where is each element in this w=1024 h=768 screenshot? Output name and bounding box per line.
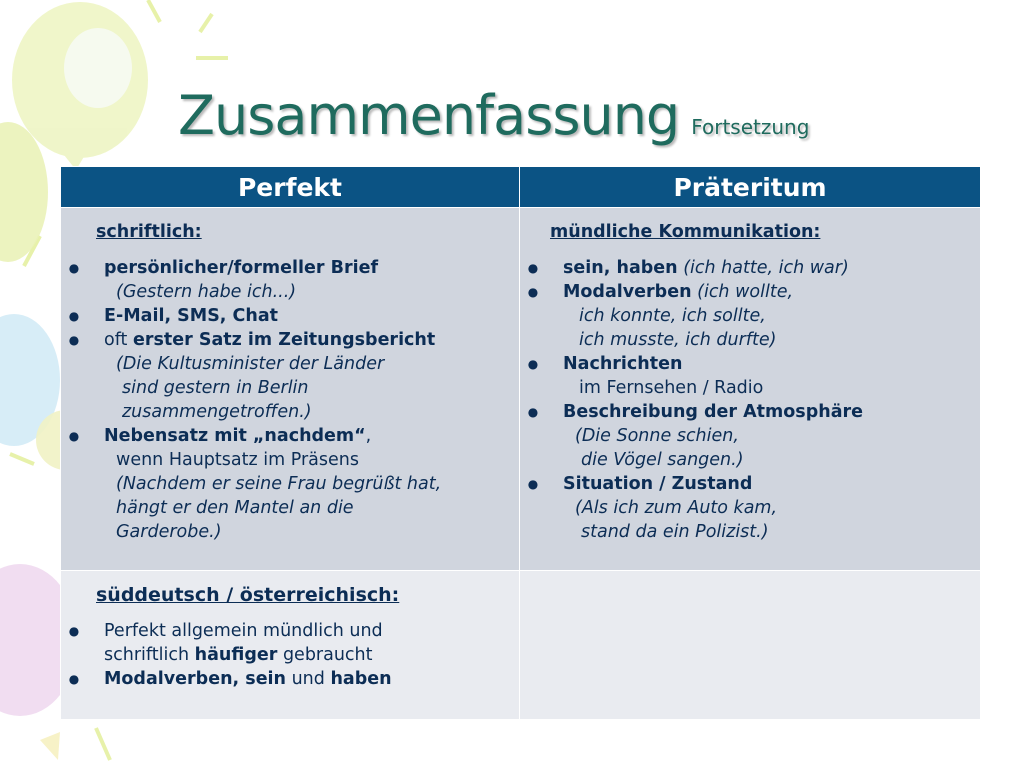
perfekt-written-cell — [61, 208, 520, 571]
list-item — [520, 256, 980, 280]
list-item — [61, 424, 519, 544]
page-title — [178, 84, 809, 147]
item-line: wenn Hauptsatz im Präsens — [116, 450, 359, 470]
item-text: Situation / Zustand — [563, 474, 753, 494]
bullet-icon: ● — [527, 285, 539, 299]
item-example: Garderobe.) — [116, 522, 222, 542]
item-example: (Nachdem er seine Frau begrüßt hat, — [116, 474, 442, 494]
item-text: Beschreibung der Atmosphäre — [563, 402, 864, 422]
item-example: (ich hatte, ich war) — [683, 258, 849, 278]
item-example: ich konnte, ich sollte, — [579, 306, 766, 326]
list-item — [520, 400, 980, 472]
item-example: zusammengetroffen.) — [122, 402, 312, 422]
item-emphasis: Modalverben, sein — [104, 669, 287, 689]
list-item — [61, 667, 519, 691]
item-example: die Vögel sangen.) — [581, 450, 744, 470]
table-row — [61, 571, 981, 720]
header-row — [61, 167, 981, 208]
item-example: ich musste, ich durfte) — [579, 330, 777, 350]
list-item — [61, 328, 519, 424]
item-example: (Die Kultusminister der Länder — [116, 354, 385, 374]
column-header-perfekt: Perfekt — [61, 167, 520, 208]
item-example: (ich wollte, — [697, 282, 794, 302]
empty-cell — [520, 571, 981, 720]
bullet-icon: ● — [68, 333, 80, 347]
item-text: E-Mail, SMS, Chat — [104, 306, 279, 326]
bullet-icon: ● — [68, 429, 80, 443]
bullet-icon: ● — [527, 477, 539, 491]
bullet-icon: ● — [68, 624, 80, 638]
comparison-table — [60, 166, 981, 720]
bullet-icon: ● — [68, 261, 80, 275]
bullet-icon: ● — [68, 672, 80, 686]
item-text: Modalverben — [563, 282, 692, 302]
bullet-icon: ● — [527, 357, 539, 371]
cell-heading: mündliche Kommunikation: — [550, 222, 821, 242]
perfekt-regional-cell — [61, 571, 520, 720]
item-example: (Gestern habe ich...) — [116, 282, 297, 302]
item-text: persönlicher/formeller Brief — [104, 258, 379, 278]
list-item — [61, 256, 519, 304]
item-text: erster Satz im Zeitungsbericht — [133, 330, 436, 350]
bullet-icon: ● — [527, 405, 539, 419]
item-text: Nebensatz mit „nachdem“ — [104, 426, 366, 446]
praeteritum-oral-cell — [520, 208, 981, 571]
column-header-praeteritum: Präteritum — [520, 167, 981, 208]
list-item — [61, 304, 519, 328]
item-comma: , — [365, 426, 372, 446]
title-main: Zusammenfassung — [178, 84, 680, 147]
list-item — [61, 619, 519, 667]
cell-heading: schriftlich: — [96, 222, 202, 242]
item-text: gebraucht — [282, 645, 373, 665]
list-item — [520, 280, 980, 352]
item-text: Nachrichten — [563, 354, 683, 374]
bullet-list — [520, 256, 980, 544]
list-item — [520, 352, 980, 400]
bullet-list — [61, 619, 519, 691]
table-row — [61, 208, 981, 571]
cell-heading: süddeutsch / österreichisch: — [96, 584, 400, 606]
item-emphasis: häufiger — [194, 645, 278, 665]
item-example: sind gestern in Berlin — [122, 378, 309, 398]
item-text: schriftlich — [104, 645, 190, 665]
item-text: und — [291, 669, 325, 689]
item-text: sein, haben — [563, 258, 678, 278]
list-item — [520, 472, 980, 544]
item-emphasis: haben — [330, 669, 392, 689]
item-example: hängt er den Mantel an die — [116, 498, 354, 518]
item-line: im Fernsehen / Radio — [579, 378, 764, 398]
item-prefix: oft — [104, 330, 128, 350]
item-text: Perfekt allgemein mündlich und — [104, 621, 383, 641]
bullet-list — [61, 256, 519, 544]
title-subtitle: Fortsetzung — [691, 115, 810, 139]
item-example: stand da ein Polizist.) — [581, 522, 769, 542]
bullet-icon: ● — [527, 261, 539, 275]
item-example: (Die Sonne schien, — [575, 426, 739, 446]
item-example: (Als ich zum Auto kam, — [575, 498, 778, 518]
bullet-icon: ● — [68, 309, 80, 323]
